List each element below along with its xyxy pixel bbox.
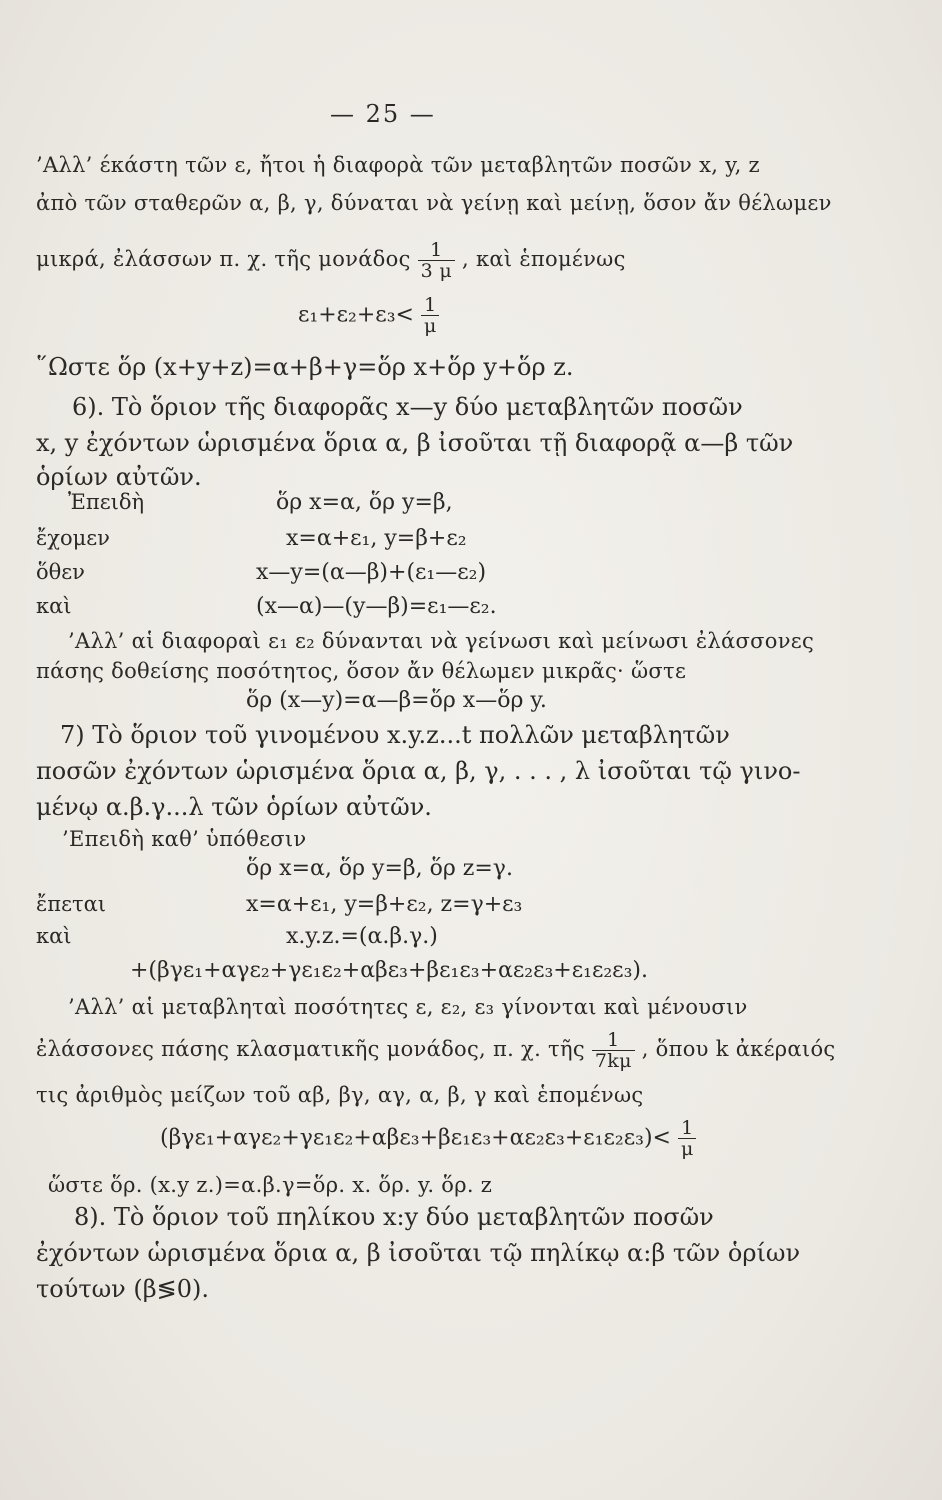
- math-expression: ὅρ (x—y)=α—β=ὅρ x—ὅρ y.: [246, 688, 547, 713]
- fraction-numerator: 1: [678, 1118, 696, 1139]
- text-line-with-fraction: [36, 1029, 836, 1072]
- theorem-8-heading: 8). Τὸ ὅριον τοῦ πηλίκου x:y δύο μεταβλητῶν ποσῶν: [74, 1203, 714, 1231]
- inequality-lhs: ε₁+ε₂+ε₃<: [298, 302, 414, 328]
- text-line: ἀπὸ τῶν σταθερῶν α, β, γ, δύναται νὰ γείνῃ καὶ μείνῃ, ὅσον ἄν θέλωμεν: [36, 191, 832, 215]
- text-segment: μικρά, ἐλάσσων π. χ. τῆς μονάδος: [36, 247, 411, 271]
- math-expression: (x—α)—(y—β)=ε₁—ε₂.: [256, 594, 497, 619]
- text-line-with-fraction: [36, 240, 822, 281]
- fraction: [678, 1118, 696, 1159]
- math-expression: ὅρ x=α, ὅρ y=β,: [276, 490, 453, 515]
- text-segment: , ὅπου k ἀκέραιός: [641, 1037, 836, 1061]
- row-label: Ἐπειδὴ: [68, 490, 145, 514]
- row-label: καὶ: [36, 924, 72, 948]
- row-label: ὅθεν: [36, 560, 85, 584]
- theorem-6-heading: 6). Τὸ ὅριον τῆς διαφορᾶς x—y δύο μεταβλητῶν ποσῶν: [72, 393, 743, 421]
- text-line: τις ἀριθμὸς μείζων τοῦ αβ, βγ, αγ, α, β, γ καὶ ἑπομένως: [36, 1083, 644, 1107]
- fraction-denominator: μ: [423, 315, 437, 337]
- text-line: τούτων (β≶0).: [36, 1275, 209, 1303]
- inequality: [298, 295, 439, 336]
- fraction-denominator: μ: [680, 1138, 694, 1160]
- text-line: ποσῶν ἐχόντων ὡρισμένα ὅρια α, β, γ, . . . , λ ἰσοῦται τῷ γινο-: [36, 757, 801, 785]
- fraction-numerator: 1: [421, 295, 439, 316]
- text-line: ῞Ωστε ὅρ (x+y+z)=α+β+γ=ὅρ x+ὅρ y+ὅρ z.: [36, 353, 574, 381]
- text-line: ’Αλλ’ έκάστη τῶν ε, ἤτοι ἡ διαφορὰ τῶν μεταβλητῶν ποσῶν x, y, z: [36, 153, 760, 177]
- text-line: ’Αλλ’ αἱ μεταβληταὶ ποσότητες ε, ε₂, ε₃ γίνονται καὶ μένουσιν: [68, 995, 748, 1019]
- fraction-denominator: 3 μ: [420, 260, 453, 282]
- inequality-lhs: (βγε₁+αγε₂+γε₁ε₂+αβε₃+βε₁ε₃+αε₂ε₃+ε₁ε₂ε₃)<: [160, 1125, 671, 1151]
- math-expression: +(βγε₁+αγε₂+γε₁ε₂+αβε₃+βε₁ε₃+αε₂ε₃+ε₁ε₂ε₃).: [130, 958, 648, 983]
- math-expression: x=α+ε₁, y=β+ε₂, z=γ+ε₃: [246, 892, 523, 917]
- text-line: πάσης δοθείσης ποσότητος, ὅσον ἄν θέλωμεν μικρᾶς· ὥστε: [36, 659, 687, 683]
- text-line: ’Αλλ’ αἱ διαφοραὶ ε₁ ε₂ δύνανται νὰ γείνωσι καὶ μείνωσι ἐλάσσονες: [68, 629, 815, 653]
- math-expression: ὅρ x=α, ὅρ y=β, ὅρ z=γ.: [246, 856, 513, 881]
- theorem-7-heading: 7) Τὸ ὅριον τοῦ γινομένου x.y.z...t πολλῶν μεταβλητῶν: [60, 721, 730, 749]
- row-label: ἔπεται: [36, 892, 106, 916]
- fraction: [421, 295, 439, 336]
- text-segment: ἐλάσσονες πάσης κλασματικῆς μονάδος, π. χ. τῆς: [36, 1037, 585, 1061]
- row-label: ἔχομεν: [36, 526, 110, 550]
- text-line: ’Επειδὴ καθ’ ὑπόθεσιν: [62, 827, 307, 851]
- fraction-numerator: 1: [592, 1030, 635, 1051]
- fraction-denominator: 7kμ: [594, 1050, 632, 1072]
- text-line: ὁρίων αὐτῶν.: [36, 463, 202, 491]
- page-number: — 25 —: [330, 100, 436, 128]
- fraction-numerator: 1: [418, 240, 455, 261]
- row-label: καὶ: [36, 594, 72, 618]
- math-expression: x—y=(α—β)+(ε₁—ε₂): [256, 560, 487, 585]
- inequality: [160, 1118, 696, 1159]
- text-line: ἐχόντων ὡρισμένα ὅρια α, β ἰσοῦται τῷ πηλίκῳ α:β τῶν ὁρίων: [36, 1239, 801, 1267]
- math-expression: x.y.z.=(α.β.γ.): [286, 924, 438, 949]
- fraction: [418, 240, 455, 281]
- text-line: μένῳ α.β.γ...λ τῶν ὁρίων αὐτῶν.: [36, 793, 432, 821]
- text-segment: , καὶ ἑπομένως: [462, 247, 626, 271]
- text-line: x, y ἐχόντων ὡρισμένα ὅρια α, β ἰσοῦται τῇ διαφορᾷ α—β τῶν: [36, 429, 794, 457]
- fraction: [592, 1030, 635, 1071]
- math-expression: x=α+ε₁, y=β+ε₂: [286, 526, 467, 551]
- text-line: ὥστε ὅρ. (x.y z.)=α.β.γ=ὅρ. x. ὅρ. y. ὅρ. z: [48, 1173, 493, 1197]
